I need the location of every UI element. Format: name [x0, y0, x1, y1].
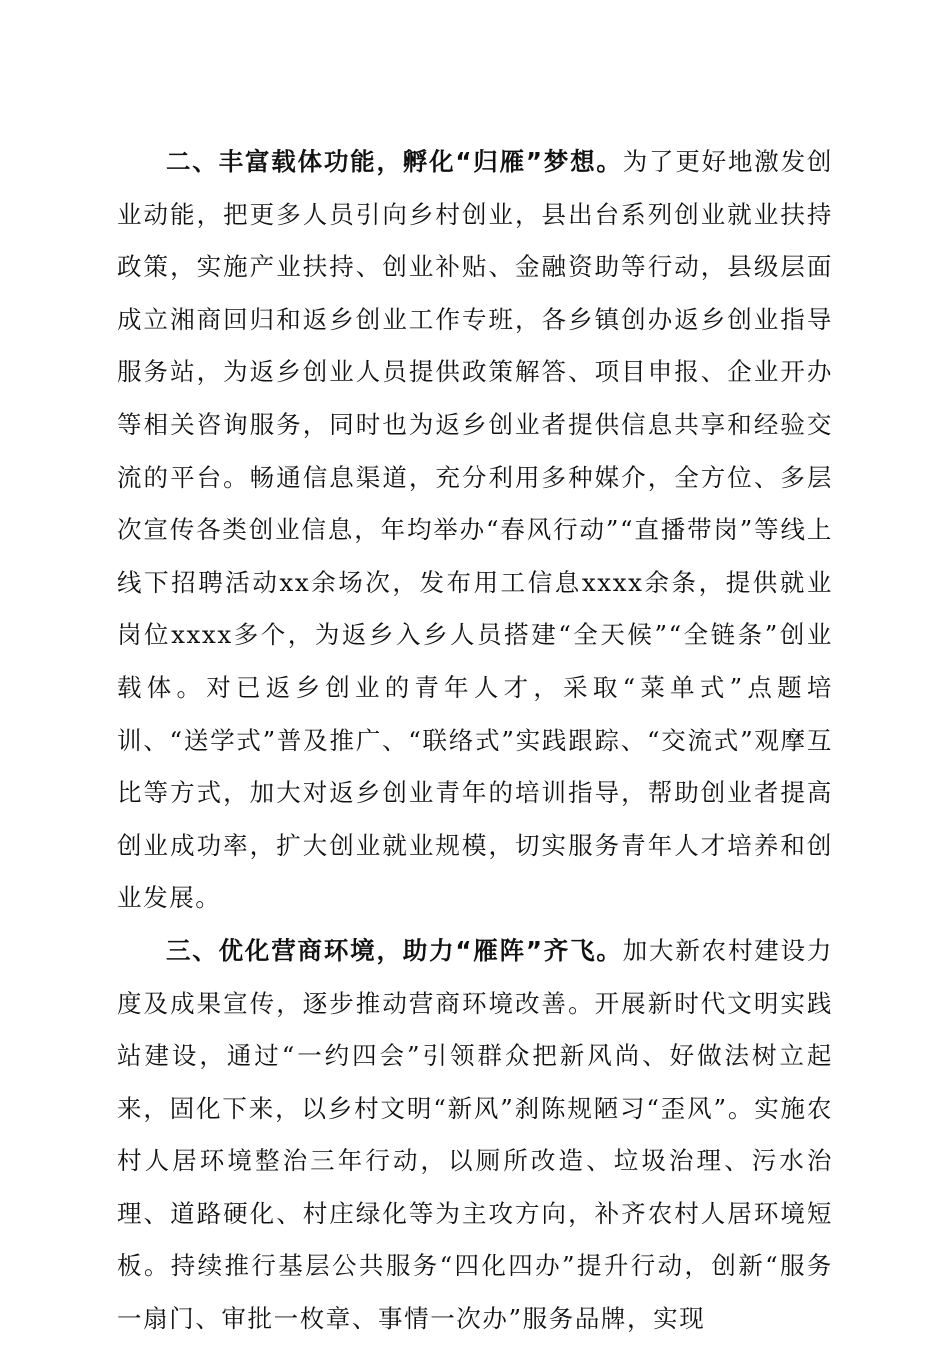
section-heading-2: 二、丰富载体功能，孵化“归雁”梦想。 — [166, 147, 623, 176]
section-body-2: 为了更好地激发创业动能，把更多人员引向乡村创业，县出台系列创业就业扶持政策，实施产业扶持、创业补贴、金融资助等行动，县级层面成立湘商回归和返乡创业工作专班，各乡镇创办返乡创业指导服务站，为返乡创业人员提供政策解答、项目申报、企业开办等相关咨询服务，同时也为返乡创业者提供信息共享和经验交流的平台。畅通信息渠道，充分利用多种媒介，全方位、多层次宣传各类创业信息，年均举办“春风行动”“直播带岗”等线上线下招聘活动xx余场次，发布用工信息xxxx余条，提供就业岗位xxxx多个，为返乡入乡人员搭建“全天候”“全链条”创业载体。对已返乡创业的青年人才，采取“菜单式”点题培训、“送学式”普及推广、“联络式”实践跟踪、“交流式”观摩互比等方式，加大对返乡创业青年的培训指导，帮助创业者提高创业成功率，扩大创业就业规模，切实服务青年人才培养和创业发展。 — [117, 147, 833, 913]
section-body-3: 加大新农村建设力度及成果宣传，逐步推动营商环境改善。开展新时代文明实践站建设，通过“一约四会”引领群众把新风尚、好做法树立起来，固化下来，以乡村文明“新风”刹陈规陋习“歪风”。实施农村人居环境整治三年行动，以厕所改造、垃圾治理、污水治理、道路硬化、村庄绿化等为主攻方向，补齐农村人居环境短板。持续推行基层公共服务“四化四办”提升行动，创新“服务一扇门、审批一枚章、事情一次办”服务品牌，实现 — [117, 935, 833, 1334]
paragraph-section-2 — [117, 136, 833, 925]
section-heading-3: 三、优化营商环境，助力“雁阵”齐飞。 — [166, 935, 623, 965]
paragraph-section-3 — [117, 925, 833, 1346]
document-body — [117, 136, 833, 1346]
